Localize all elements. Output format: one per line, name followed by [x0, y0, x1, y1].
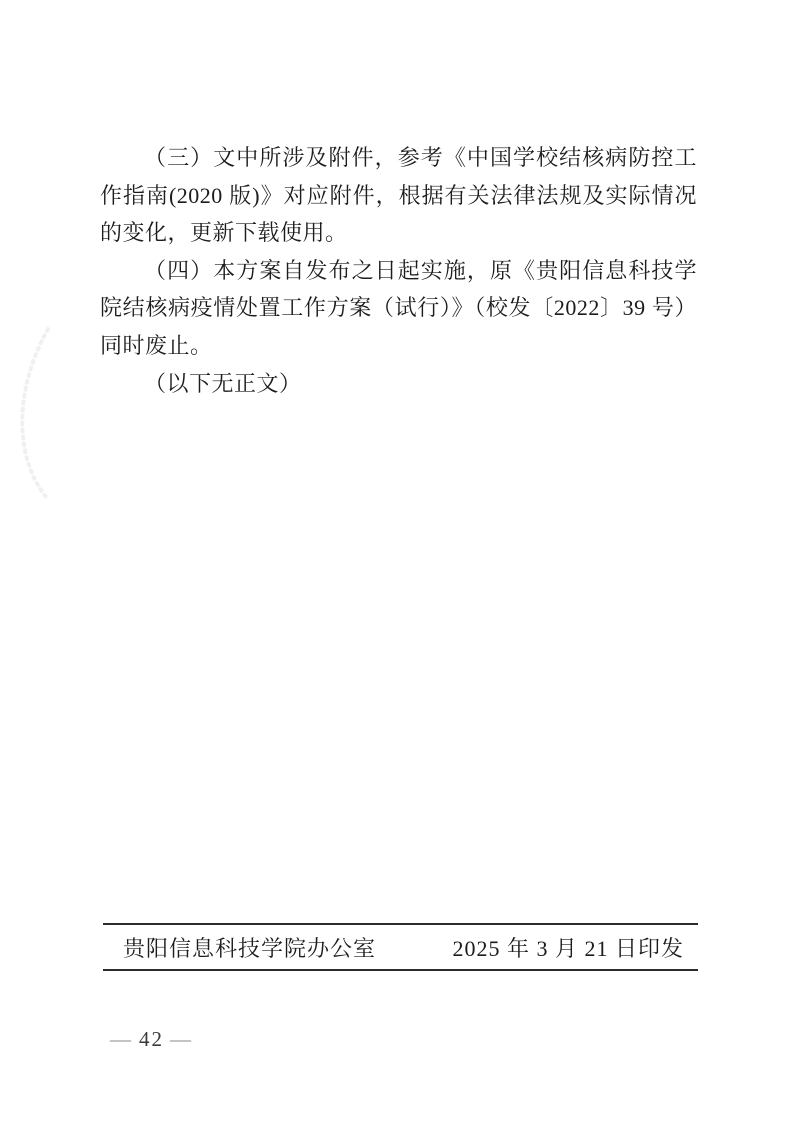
no-body-text-note: （以下无正文）	[144, 370, 302, 396]
page-number-dash-left: —	[110, 1027, 133, 1051]
page-number	[104, 1027, 199, 1052]
page-number-value: 42	[139, 1027, 164, 1051]
footer-print-date: 2025 年 3 月 21 日印发	[452, 935, 684, 961]
page-number-dash-right: —	[170, 1027, 193, 1051]
footer-bar	[103, 923, 698, 971]
document-body	[100, 139, 697, 402]
scan-smudge-artifact	[10, 325, 70, 505]
footer-issuing-office: 贵阳信息科技学院办公室	[123, 935, 377, 961]
body-paragraph: （四）本方案自发布之日起实施，原《贵阳信息科技学院结核病疫情处置工作方案（试行）》（校发〔2022〕39 号）同时废止。	[100, 257, 697, 358]
body-paragraph: （三）文中所涉及附件，参考《中国学校结核病防控工作指南(2020 版)》对应附件，根据有关法律法规及实际情况的变化，更新下载使用。	[100, 145, 697, 246]
